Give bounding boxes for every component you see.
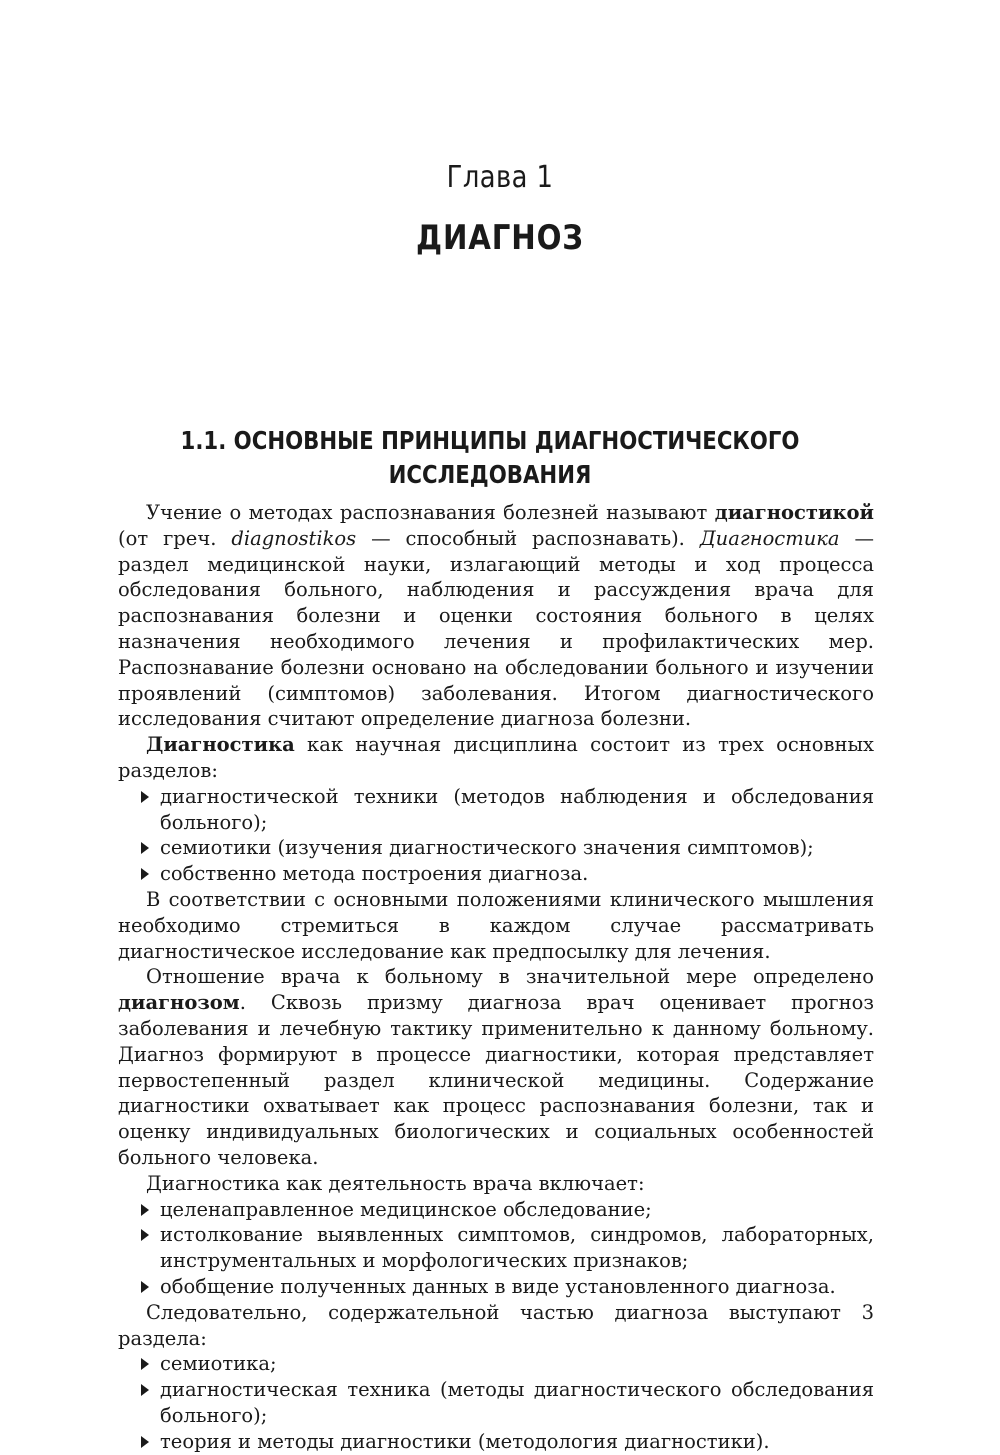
list-item-text: диагностическая техника (методы диагностического обследования больного); <box>160 1378 874 1427</box>
paragraph-diagnosis <box>118 964 874 1170</box>
term-italic: diagnostikos <box>231 526 357 550</box>
triangle-bullet-icon <box>141 1436 149 1448</box>
list-item-text: собственно метода построения диагноза. <box>160 862 589 886</box>
list-item-text: теория и методы диагностики (методология диагностики). <box>160 1429 770 1453</box>
triangle-bullet-icon <box>141 842 149 854</box>
list-item <box>118 1429 874 1455</box>
list-item <box>118 1377 874 1429</box>
term-bold: диагнозом <box>118 991 240 1015</box>
list-diagnosis-parts <box>118 1351 874 1454</box>
term-bold: диагностикой <box>714 501 874 524</box>
chapter-label: Глава 1 <box>446 160 554 195</box>
triangle-bullet-icon <box>141 791 149 803</box>
triangle-bullet-icon <box>141 1358 149 1370</box>
section-heading-line-1: 1.1. ОСНОВНЫЕ ПРИНЦИПЫ ДИАГНОСТИЧЕСКОГО <box>180 426 800 455</box>
list-item <box>118 1351 874 1377</box>
list-item <box>118 1222 874 1274</box>
list-item <box>118 835 874 861</box>
list-item <box>118 1197 874 1223</box>
list-item-text: истолкование выявленных симптомов, синдромов, лабораторных, инструментальных и морфологических признаков; <box>160 1223 874 1273</box>
list-item-text: обобщение полученных данных в виде установленного диагноза. <box>160 1274 836 1298</box>
list-sections <box>118 784 874 887</box>
paragraph-activity: Диагностика как деятельность врача включает: <box>146 1171 645 1195</box>
paragraph-text: как научная дисциплина состоит из трех основных разделов: <box>118 733 874 782</box>
body-text <box>118 500 874 1454</box>
chapter-title: ДИАГНОЗ <box>416 218 584 258</box>
term-bold: Диагностика <box>146 733 295 757</box>
paragraph-text: Учение о методах распознавания болезней называют <box>146 501 715 524</box>
paragraph-text: . Сквозь призму диагноза врач оценивает прогноз заболевания и лечебную тактику применительно к данному больному. Диагноз формируют в процессе диагностики, которая представляет первостепенный раздел клинической медицины. Содержание диагностики охватывает как процесс распознавания болезни, так и оценку индивидуальных биологических и социальных особенностей больного человека. <box>118 991 874 1169</box>
list-activity <box>118 1197 874 1300</box>
paragraph-text: — способный распознавать). <box>356 526 700 550</box>
triangle-bullet-icon <box>141 868 149 880</box>
term-italic: Диагностика <box>699 526 840 550</box>
paragraph-text: Отношение врача к больному в значительной мере определено <box>146 965 874 989</box>
list-item-text: семиотики (изучения диагностического значения симптомов); <box>160 836 814 860</box>
section-heading <box>159 424 822 492</box>
list-item <box>118 861 874 887</box>
paragraph-text: (от греч. <box>118 526 232 550</box>
paragraph-clinical: В соответствии с основными положениями клинического мышления необходимо стремиться в каждом случае рассматривать диагностическое исследование как предпосылку для лечения. <box>118 887 874 963</box>
section-heading-line-2: ИССЛЕДОВАНИЯ <box>388 460 592 489</box>
triangle-bullet-icon <box>141 1229 149 1241</box>
paragraph-intro <box>118 500 874 732</box>
list-item <box>118 784 874 836</box>
paragraph-sections <box>118 732 874 784</box>
list-item-text: семиотика; <box>160 1352 277 1376</box>
triangle-bullet-icon <box>141 1384 149 1396</box>
list-item-text: диагностической техники (методов наблюдения и обследования больного); <box>160 784 874 834</box>
paragraph-text: — раздел медицинской науки, излагающий методы и ход процесса обследования больного, наблюдения и рассуждения врача для распознавания болезни и оценки состояния больного в целях назначения необходимого лечения и профилактических мер. Распознавание болезни основано на обследовании больного и изучении проявлений (симптомов) заболевания. Итогом диагностического исследования считают определение диагноза болезни. <box>118 526 874 731</box>
triangle-bullet-icon <box>141 1204 149 1216</box>
list-item <box>118 1274 874 1300</box>
triangle-bullet-icon <box>141 1281 149 1293</box>
list-item-text: целенаправленное медицинское обследование; <box>160 1197 652 1221</box>
paragraph-conclusion: Следовательно, содержательной частью диагноза выступают 3 раздела: <box>118 1300 874 1350</box>
